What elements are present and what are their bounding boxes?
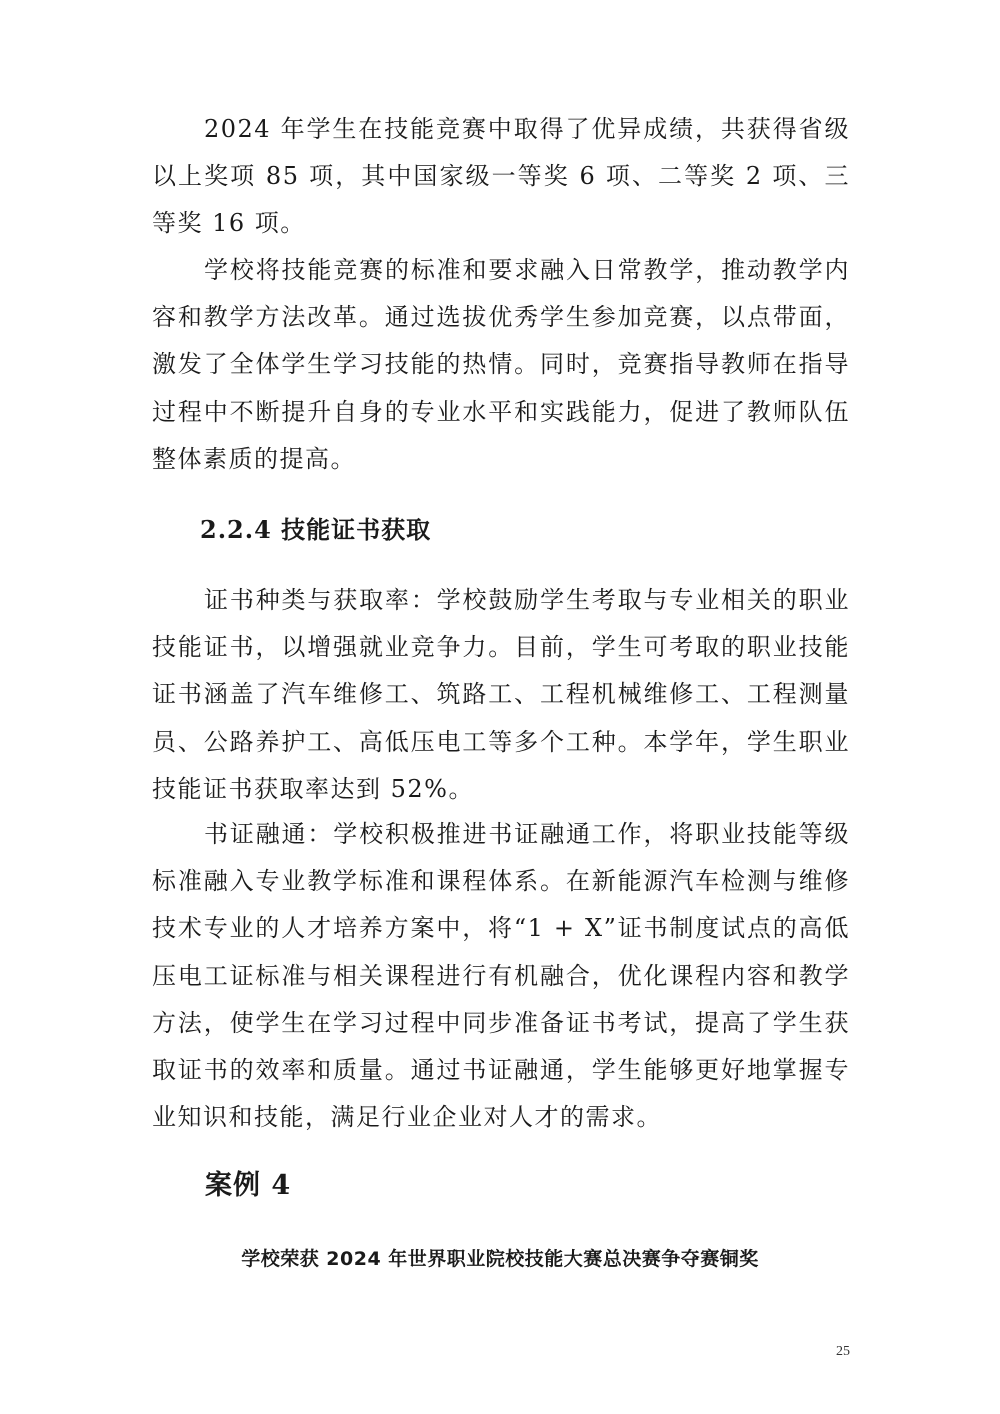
case-heading: 案例 4: [205, 1170, 292, 1201]
page-number: 25: [836, 1344, 850, 1359]
paragraph-competition-results: 2024 年学生在技能竞赛中取得了优异成绩，共获得省级以上奖项 85 项，其中国家级一等奖 6 项、二等奖 2 项、三等奖 16 项。: [152, 115, 850, 238]
case-title: 学校荣获 2024 年世界职业院校技能大赛总决赛争夺赛铜奖: [241, 1248, 759, 1270]
paragraph-competition-integration: 学校将技能竞赛的标准和要求融入日常教学，推动教学内容和教学方法改革。通过选拔优秀学生参加竞赛，以点带面，激发了全体学生学习技能的热情。同时，竞赛指导教师在指导过程中不断提升自身的专业水平和实践能力，促进了教师队伍整体素质的提高。: [152, 256, 850, 473]
section-heading: 2.2.4 技能证书获取: [200, 515, 432, 544]
paragraph-certificate-types: 证书种类与获取率：学校鼓励学生考取与专业相关的职业技能证书，以增强就业竞争力。目前，学生可考取的职业技能证书涵盖了汽车维修工、筑路工、工程机械维修工、工程测量员、公路养护工、高低压电工等多个工种。本学年，学生职业技能证书获取率达到 52%。: [152, 586, 850, 803]
paragraph-certificate-integration: 书证融通：学校积极推进书证融通工作，将职业技能等级标准融入专业教学标准和课程体系。在新能源汽车检测与维修技术专业的人才培养方案中，将“1 + X”证书制度试点的高低压电工证标准与相关课程进行有机融合，优化课程内容和教学方法，使学生在学习过程中同步准备证书考试，提高了学生获取证书的效率和质量。通过书证融通，学生能够更好地掌握专业知识和技能，满足行业企业对人才的需求。: [152, 820, 850, 1132]
